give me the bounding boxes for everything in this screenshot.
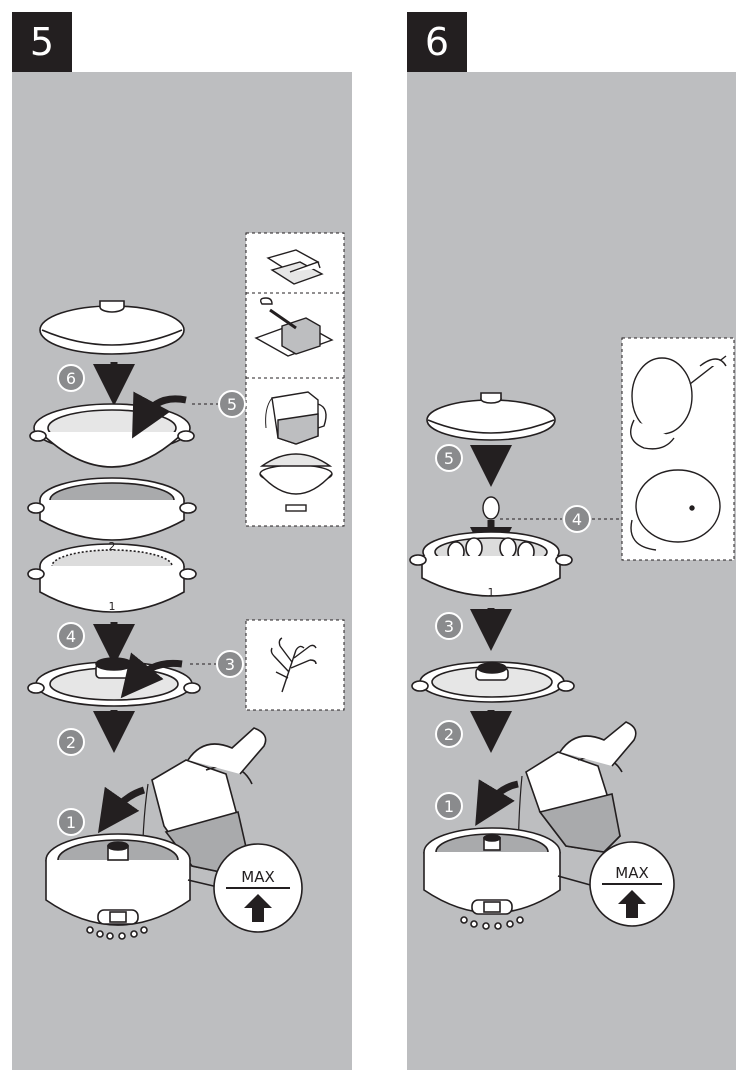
tier-label: 1 xyxy=(108,600,116,613)
rice-bowl-tier-icon xyxy=(30,404,194,467)
tier-label: 2 xyxy=(108,540,116,553)
callout-3 xyxy=(217,651,243,677)
step-6-number: 6 xyxy=(407,12,467,72)
callout-3 xyxy=(436,613,462,639)
callout-4 xyxy=(564,506,590,532)
svg-text:5: 5 xyxy=(443,449,455,468)
steamer-lid-icon xyxy=(427,393,555,440)
steamer-lid-icon xyxy=(40,301,184,354)
tier-label: 1 xyxy=(487,586,495,599)
svg-text:2: 2 xyxy=(443,725,455,744)
max-label: MAX xyxy=(241,868,275,886)
svg-text:2: 2 xyxy=(65,733,77,752)
svg-text:4: 4 xyxy=(571,510,583,529)
step-5-number: 5 xyxy=(12,12,72,72)
callout-4 xyxy=(58,623,84,649)
callout-5 xyxy=(436,445,462,471)
callout-5 xyxy=(219,391,245,417)
max-level-badge xyxy=(214,844,302,932)
svg-text:1: 1 xyxy=(443,797,455,816)
herb-inset-box xyxy=(246,620,344,710)
steam-basket-2-icon xyxy=(28,478,196,540)
svg-text:1: 1 xyxy=(65,813,77,832)
svg-text:3: 3 xyxy=(443,617,455,636)
callout-1 xyxy=(436,793,462,819)
svg-text:3: 3 xyxy=(224,655,236,674)
callout-6 xyxy=(58,365,84,391)
max-level-badge xyxy=(590,842,674,926)
callout-1 xyxy=(58,809,84,835)
max-label: MAX xyxy=(615,864,649,882)
svg-text:4: 4 xyxy=(65,627,77,646)
callout-2 xyxy=(436,721,462,747)
callout-2 xyxy=(58,729,84,755)
drip-tray-icon xyxy=(412,662,574,702)
svg-text:6: 6 xyxy=(65,369,77,388)
svg-text:5: 5 xyxy=(226,395,238,414)
